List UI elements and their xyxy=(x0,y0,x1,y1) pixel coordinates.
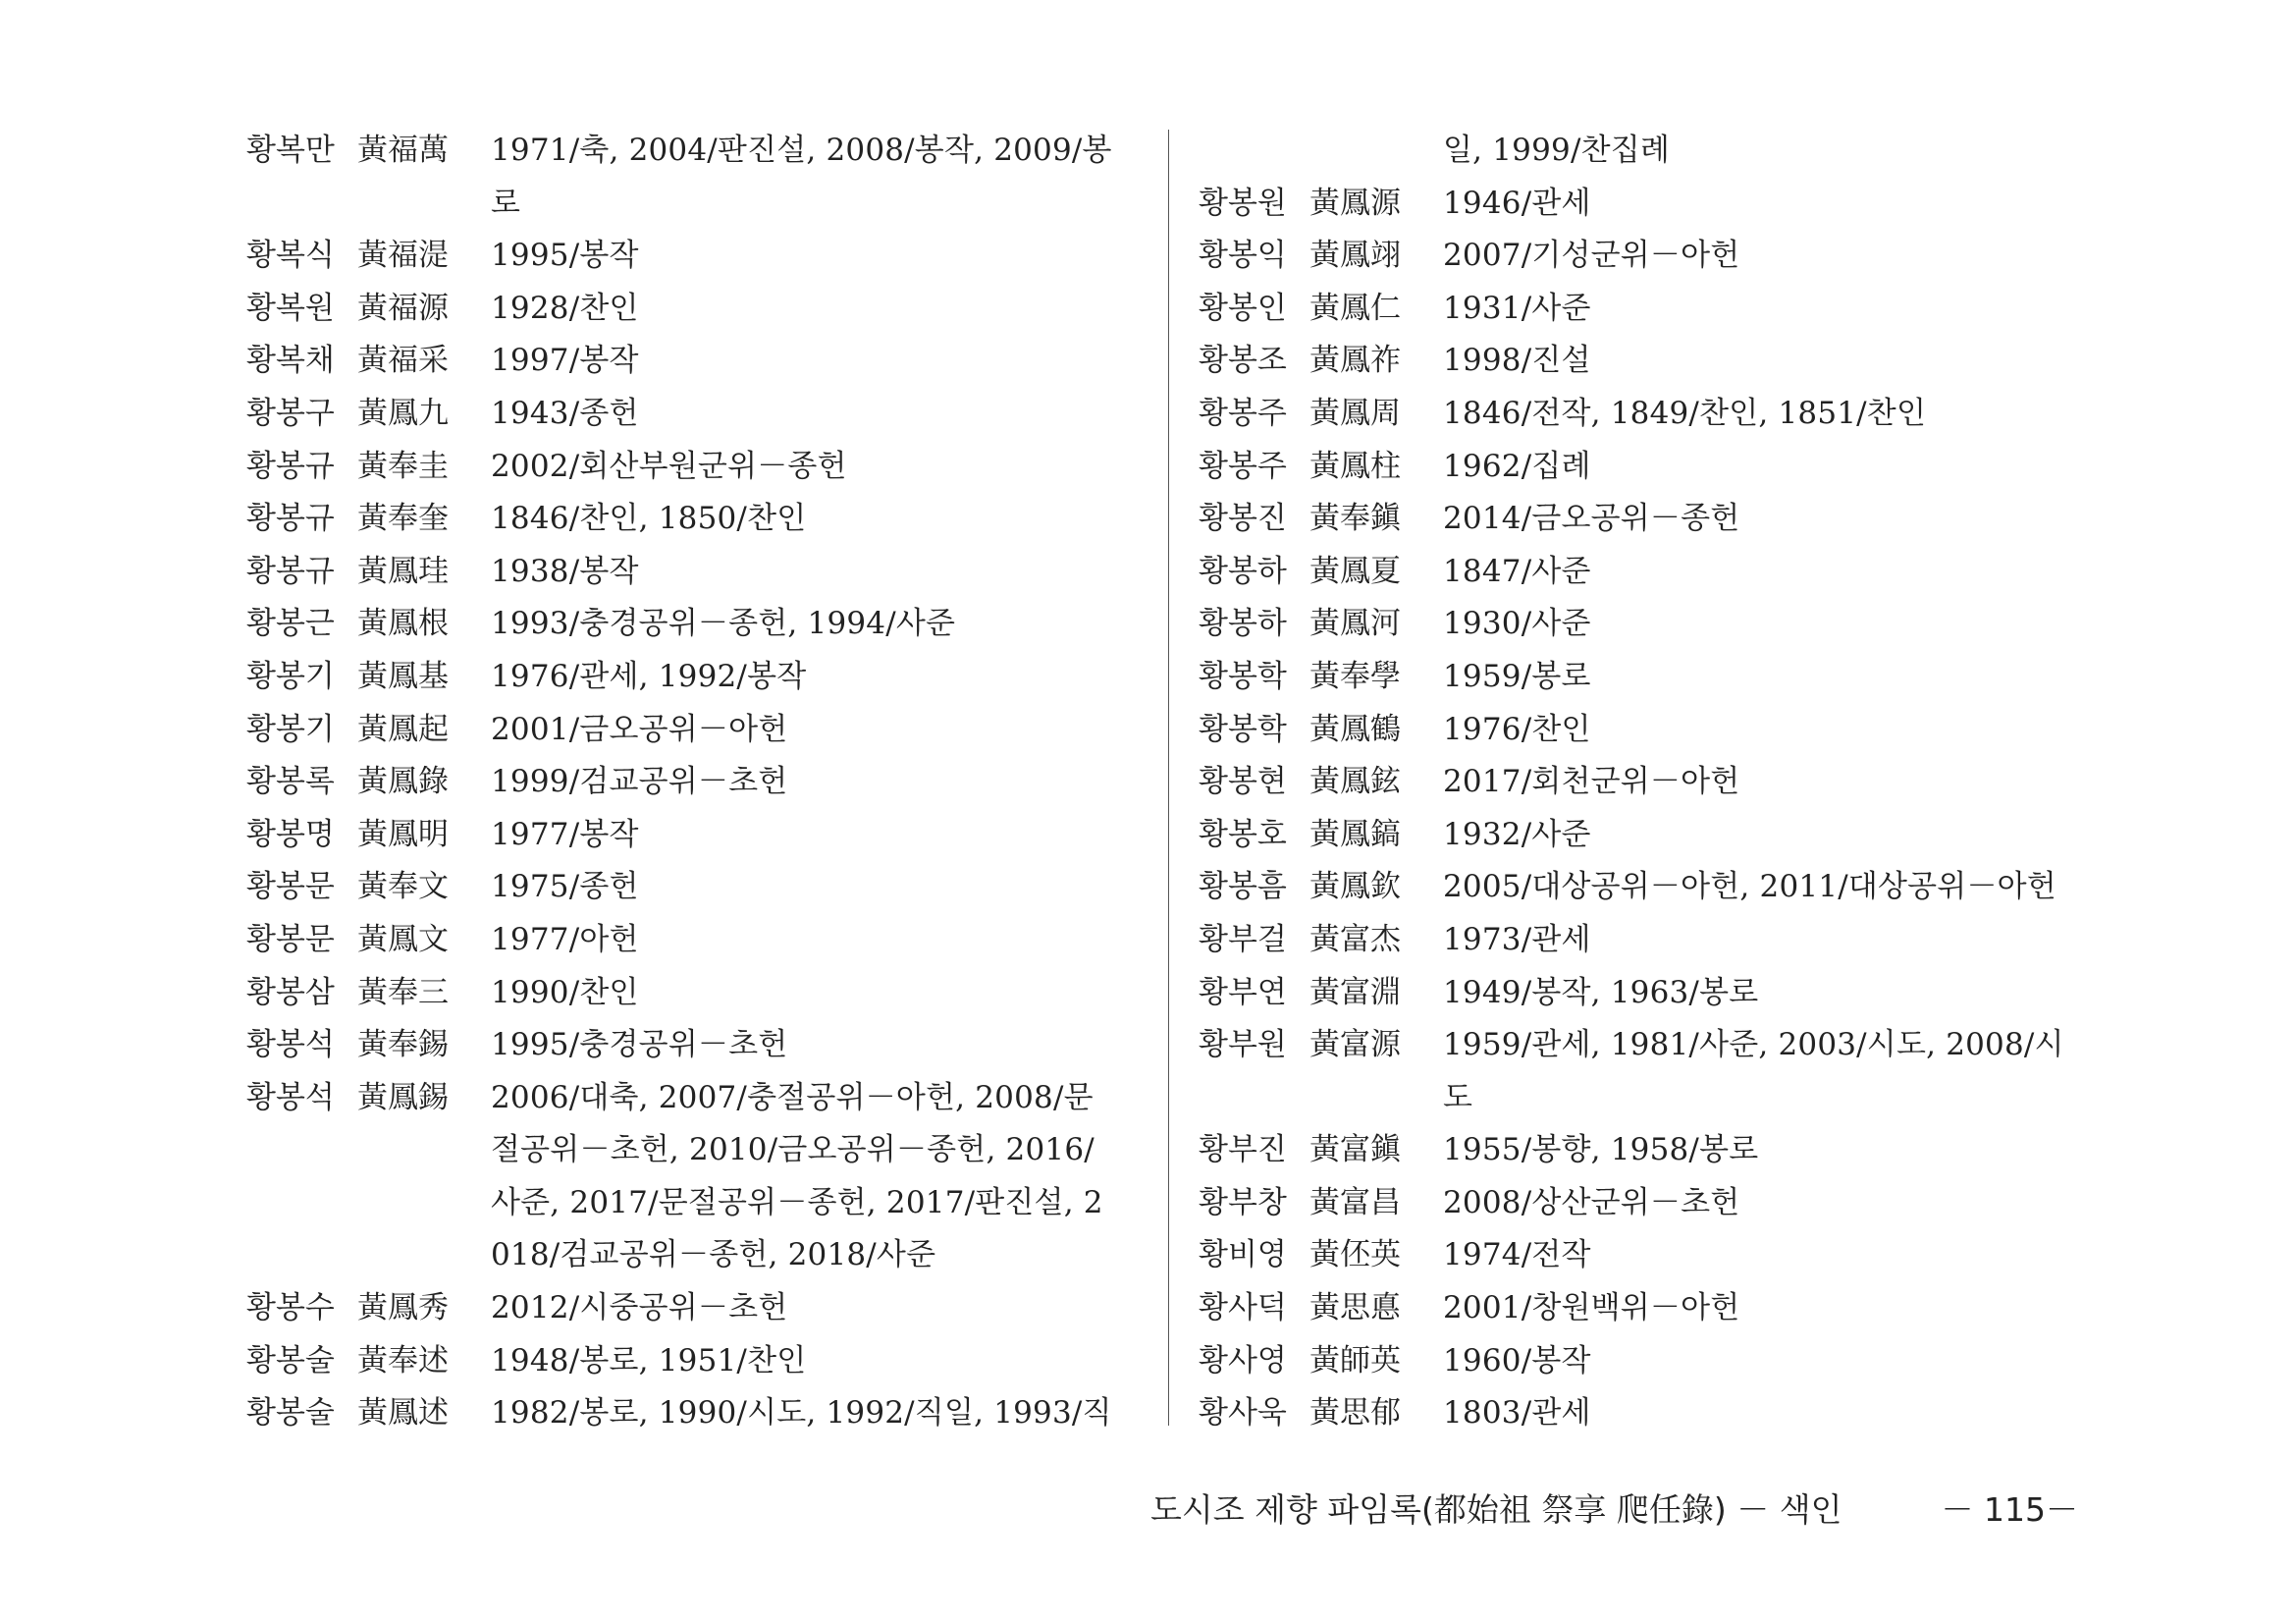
entry-hanja: 黃奉鎭 xyxy=(1309,501,1401,537)
entry-hanja: 黃鳳河 xyxy=(1309,606,1401,642)
entry-name: 황봉규 xyxy=(246,501,335,537)
entry-records: 1928/찬인 xyxy=(491,290,639,326)
index-entry xyxy=(246,546,1145,599)
index-column-left xyxy=(246,125,1145,1440)
entry-hanja: 黃鳳明 xyxy=(357,816,449,852)
entry-hanja: 黃思悳 xyxy=(1309,1290,1401,1326)
entry-records: 1938/봉작 xyxy=(491,553,639,589)
entry-records: 1846/찬인, 1850/찬인 xyxy=(491,501,807,537)
entry-hanja: 黃鳳鎬 xyxy=(1309,816,1401,852)
entry-name: 황봉현 xyxy=(1199,764,1287,800)
entry-records: 1976/찬인 xyxy=(1443,711,1591,747)
entry-hanja: 黃富杰 xyxy=(1309,921,1401,957)
entry-records: 1982/봉로, 1990/시도, 1992/직일, 1993/직 xyxy=(491,1395,1112,1432)
entry-name: 황봉기 xyxy=(246,658,335,694)
index-entry xyxy=(1199,809,2102,862)
entry-name: 황봉규 xyxy=(246,553,335,589)
entry-hanja: 黃鳳根 xyxy=(357,606,449,642)
entry-name: 황부창 xyxy=(1199,1184,1287,1220)
entry-hanja: 黃福湜 xyxy=(357,238,449,274)
index-entry xyxy=(1199,493,2102,546)
entry-hanja: 黃鳳起 xyxy=(357,711,449,747)
entry-hanja: 黃福萬 xyxy=(357,133,449,168)
index-entry xyxy=(1199,388,2102,441)
continuation-line xyxy=(1199,125,2102,178)
index-entry xyxy=(1199,1282,2102,1335)
entry-hanja: 黃鳳翊 xyxy=(1309,238,1401,274)
entry-name: 황봉익 xyxy=(1199,238,1287,274)
entry-name: 황봉술 xyxy=(246,1342,335,1378)
entry-hanja: 黃鳳基 xyxy=(357,658,449,694)
entry-name: 황복원 xyxy=(246,290,335,326)
entry-records: 1971/축, 2004/판진설, 2008/봉작, 2009/봉 로 xyxy=(491,133,1112,221)
entry-hanja: 黃福源 xyxy=(357,290,449,326)
entry-hanja: 黃鳳述 xyxy=(357,1395,449,1432)
entry-name: 황봉주 xyxy=(1199,395,1287,431)
entry-hanja: 黃鳳夏 xyxy=(1309,553,1401,589)
entry-records: 2014/금오공위－종헌 xyxy=(1443,501,1740,537)
entry-records: 1932/사준 xyxy=(1443,816,1591,852)
index-entry xyxy=(1199,441,2102,494)
entry-name: 황봉수 xyxy=(246,1290,335,1326)
entry-hanja: 黃鳳錄 xyxy=(357,764,449,800)
index-entry xyxy=(1199,598,2102,651)
entry-records: 2006/대축, 2007/충절공위－아헌, 2008/문 절공위－초헌, 2010/금오공위－종헌, 2016/ 사준, 2017/문절공위－종헌, 2017/판진설, 2 018/검교공위－종헌, 2018/사준 xyxy=(491,1079,1103,1273)
entry-hanja: 黃鳳珪 xyxy=(357,553,449,589)
entry-name: 황봉인 xyxy=(1199,290,1287,326)
entry-name: 황봉하 xyxy=(1199,553,1287,589)
entry-records: 1943/종헌 xyxy=(491,395,639,431)
index-entry xyxy=(1199,230,2102,283)
entry-hanja: 黃奉錫 xyxy=(357,1027,449,1063)
index-entry xyxy=(246,1335,1145,1388)
entry-name: 황봉석 xyxy=(246,1079,335,1115)
index-entry xyxy=(1199,1387,2102,1440)
entry-name: 황복식 xyxy=(246,238,335,274)
entry-hanja: 黃鳳鶴 xyxy=(1309,711,1401,747)
entry-records: 1946/관세 xyxy=(1443,185,1591,221)
entry-name: 황봉문 xyxy=(246,921,335,957)
entry-records: 1846/전작, 1849/찬인, 1851/찬인 xyxy=(1443,395,1927,431)
index-entry xyxy=(246,1019,1145,1072)
entry-name: 황부연 xyxy=(1199,974,1287,1010)
entry-records: 2001/금오공위－아헌 xyxy=(491,711,788,747)
index-entry xyxy=(1199,1124,2102,1177)
index-entry xyxy=(1199,1019,2102,1124)
entry-records: 1977/아헌 xyxy=(491,921,639,957)
entry-name: 황사욱 xyxy=(1199,1395,1287,1432)
entry-name: 황봉명 xyxy=(246,816,335,852)
entry-hanja: 黃鳳九 xyxy=(357,395,449,431)
index-entry xyxy=(246,1282,1145,1335)
entry-hanja: 黃鳳祚 xyxy=(1309,343,1401,379)
entry-hanja: 黃奉圭 xyxy=(357,448,449,484)
entry-hanja: 黃奉奎 xyxy=(357,501,449,537)
entry-name: 황봉흠 xyxy=(1199,869,1287,905)
entry-hanja: 黃奉述 xyxy=(357,1342,449,1378)
index-entry xyxy=(1199,1335,2102,1388)
index-entry xyxy=(246,1072,1145,1282)
entry-records: 1974/전작 xyxy=(1443,1237,1591,1273)
column-divider xyxy=(1168,130,1169,1426)
index-entry xyxy=(246,861,1145,914)
index-entry xyxy=(1199,651,2102,704)
index-entry xyxy=(1199,283,2102,336)
entry-records: 1976/관세, 1992/봉작 xyxy=(491,658,807,694)
index-entry xyxy=(1199,861,2102,914)
entry-records: 1930/사준 xyxy=(1443,606,1591,642)
entry-records: 1995/충경공위－초헌 xyxy=(491,1027,788,1063)
index-entry xyxy=(1199,1177,2102,1230)
entry-hanja: 黃奉文 xyxy=(357,869,449,905)
entry-name: 황봉술 xyxy=(246,1395,335,1432)
entry-name: 황비영 xyxy=(1199,1237,1287,1273)
index-entry xyxy=(246,809,1145,862)
entry-name: 황봉호 xyxy=(1199,816,1287,852)
index-entry xyxy=(246,388,1145,441)
entry-hanja: 黃伾英 xyxy=(1309,1237,1401,1273)
index-entry xyxy=(1199,756,2102,809)
entry-records: 1962/집례 xyxy=(1443,448,1591,484)
entry-name: 황봉구 xyxy=(246,395,335,431)
entry-records: 1999/검교공위－초헌 xyxy=(491,764,788,800)
entry-records: 2005/대상공위－아헌, 2011/대상공위－아헌 xyxy=(1443,869,2056,905)
entry-hanja: 黃富鎭 xyxy=(1309,1132,1401,1168)
entry-name: 황봉록 xyxy=(246,764,335,800)
entry-records: 1931/사준 xyxy=(1443,290,1591,326)
entry-hanja: 黃鳳鉉 xyxy=(1309,764,1401,800)
entry-records: 1960/봉작 xyxy=(1443,1342,1591,1378)
entry-name: 황봉진 xyxy=(1199,501,1287,537)
entry-name: 황사덕 xyxy=(1199,1290,1287,1326)
index-entry xyxy=(1199,704,2102,757)
entry-hanja: 黃鳳柱 xyxy=(1309,448,1401,484)
entry-records: 1998/진설 xyxy=(1443,343,1591,379)
entry-hanja: 黃鳳文 xyxy=(357,921,449,957)
entry-records: 1948/봉로, 1951/찬인 xyxy=(491,1342,807,1378)
entry-hanja: 黃師英 xyxy=(1309,1342,1401,1378)
index-entry xyxy=(1199,178,2102,231)
entry-name: 황복채 xyxy=(246,343,335,379)
entry-name: 황봉기 xyxy=(246,711,335,747)
index-entry xyxy=(246,283,1145,336)
entry-hanja: 黃奉學 xyxy=(1309,658,1401,694)
entry-name: 황봉문 xyxy=(246,869,335,905)
entry-name: 황부진 xyxy=(1199,1132,1287,1168)
entry-records: 1977/봉작 xyxy=(491,816,639,852)
entry-hanja: 黃鳳錫 xyxy=(357,1079,449,1115)
entry-name: 황봉석 xyxy=(246,1027,335,1063)
index-entry xyxy=(1199,546,2102,599)
index-entry xyxy=(246,335,1145,388)
index-column-right xyxy=(1199,125,2102,1440)
page-number: － 115－ xyxy=(1941,1490,2078,1529)
entry-name: 황봉조 xyxy=(1199,343,1287,379)
entry-records: 2002/회산부원군위－종헌 xyxy=(491,448,847,484)
entry-records: 2012/시중공위－초헌 xyxy=(491,1290,788,1326)
entry-hanja: 黃鳳周 xyxy=(1309,395,1401,431)
index-entry xyxy=(246,1387,1145,1440)
entry-records: 1955/봉향, 1958/봉로 xyxy=(1443,1132,1759,1168)
entry-name: 황봉규 xyxy=(246,448,335,484)
entry-records: 2007/기성군위－아헌 xyxy=(1443,238,1740,274)
entry-hanja: 黃鳳欽 xyxy=(1309,869,1401,905)
entry-name: 황봉학 xyxy=(1199,711,1287,747)
entry-hanja: 黃富昌 xyxy=(1309,1184,1401,1220)
index-entry xyxy=(246,598,1145,651)
entry-name: 황봉주 xyxy=(1199,448,1287,484)
entry-records: 2001/창원백위－아헌 xyxy=(1443,1290,1740,1326)
index-entry xyxy=(246,756,1145,809)
index-entry xyxy=(246,441,1145,494)
index-entry xyxy=(1199,967,2102,1020)
entry-records: 1959/봉로 xyxy=(1443,658,1591,694)
index-entry xyxy=(246,704,1145,757)
index-entry xyxy=(246,967,1145,1020)
entry-name: 황봉학 xyxy=(1199,658,1287,694)
entry-hanja: 黃富源 xyxy=(1309,1027,1401,1063)
entry-records: 1803/관세 xyxy=(1443,1395,1591,1432)
entry-records: 1847/사준 xyxy=(1443,553,1591,589)
entry-records: 1990/찬인 xyxy=(491,974,639,1010)
index-entry xyxy=(246,651,1145,704)
entry-records: 1997/봉작 xyxy=(491,343,639,379)
entry-records: 일, 1999/찬집례 xyxy=(1443,133,1671,168)
entry-records: 1975/종헌 xyxy=(491,869,639,905)
index-entry xyxy=(246,230,1145,283)
entry-name: 황봉삼 xyxy=(246,974,335,1010)
entry-hanja: 黃鳳仁 xyxy=(1309,290,1401,326)
entry-records: 1973/관세 xyxy=(1443,921,1591,957)
entry-name: 황봉근 xyxy=(246,606,335,642)
entry-hanja: 黃福采 xyxy=(357,343,449,379)
entry-hanja: 黃思郁 xyxy=(1309,1395,1401,1432)
entry-name: 황복만 xyxy=(246,133,335,168)
index-entry xyxy=(1199,1229,2102,1282)
entry-name: 황부걸 xyxy=(1199,921,1287,957)
entry-hanja: 黃奉三 xyxy=(357,974,449,1010)
index-entry xyxy=(1199,335,2102,388)
entry-name: 황부원 xyxy=(1199,1027,1287,1063)
entry-records: 2017/회천군위－아헌 xyxy=(1443,764,1740,800)
entry-name: 황봉하 xyxy=(1199,606,1287,642)
index-entry xyxy=(246,493,1145,546)
entry-hanja: 黃鳳秀 xyxy=(357,1290,449,1326)
index-entry xyxy=(1199,914,2102,967)
entry-records: 1995/봉작 xyxy=(491,238,639,274)
index-entry xyxy=(246,125,1145,230)
page-footer xyxy=(1150,1485,2078,1531)
entry-name: 황봉원 xyxy=(1199,185,1287,221)
entry-hanja: 黃鳳源 xyxy=(1309,185,1401,221)
index-entry xyxy=(246,914,1145,967)
footer-title: 도시조 제향 파임록(都始祖 祭享 爬任錄) － 색인 xyxy=(1150,1490,1842,1529)
entry-records: 1959/관세, 1981/사준, 2003/시도, 2008/시 도 xyxy=(1443,1027,2064,1115)
entry-hanja: 黃富淵 xyxy=(1309,974,1401,1010)
entry-name: 황사영 xyxy=(1199,1342,1287,1378)
entry-records: 2008/상산군위－초헌 xyxy=(1443,1184,1740,1220)
entry-records: 1993/충경공위－종헌, 1994/사준 xyxy=(491,606,956,642)
entry-records: 1949/봉작, 1963/봉로 xyxy=(1443,974,1759,1010)
